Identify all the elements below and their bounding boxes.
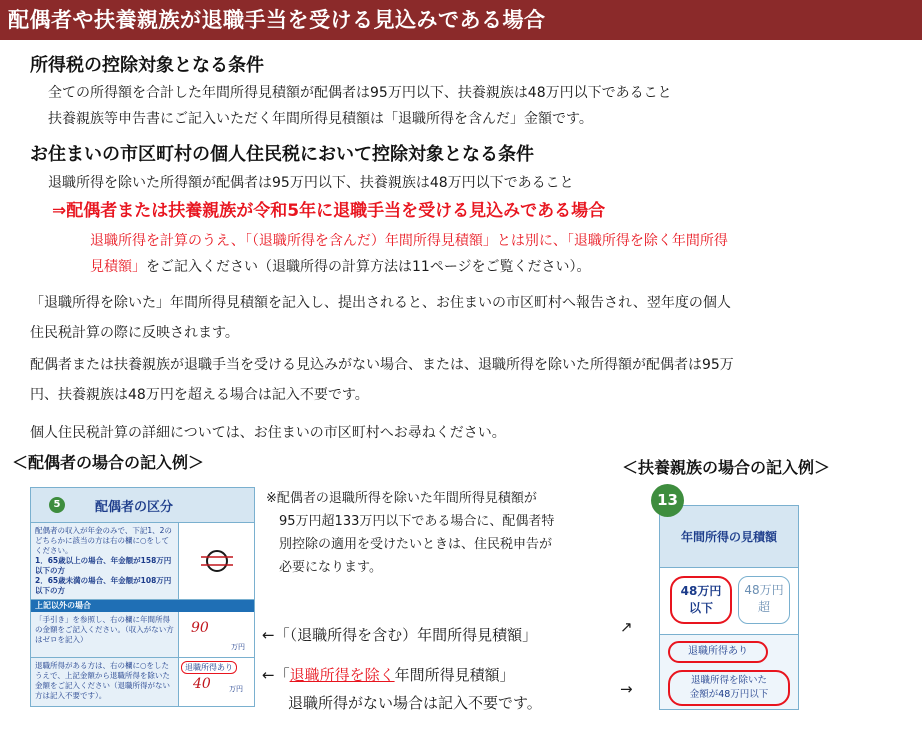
section2-line1: 退職所得を除いた所得額が配偶者は95万円以下、扶養親族は48万円以下であること bbox=[48, 175, 574, 191]
dependent-excl-l2: 金額が48万円以下 bbox=[689, 689, 769, 700]
dependent-option-above-l2: 超 bbox=[757, 600, 770, 614]
circle-mark-icon bbox=[199, 545, 235, 577]
spouse-note-line1: ※配偶者の退職所得を除いた年間所得見積額が bbox=[266, 491, 537, 506]
spouse-retire-cell: 退職所得がある方は、右の欄に○をしたうえで、上記金額から退職所得を除いた金額をご記入ください（退職所得がない方は記入不要です）。 bbox=[31, 658, 179, 706]
arrow-caption-1-right: ↗ bbox=[620, 618, 633, 636]
spouse-excl-unit: 万円 bbox=[229, 685, 243, 693]
spouse-pension-cell bbox=[31, 523, 179, 599]
dependent-retire-area bbox=[660, 634, 798, 709]
spouse-pension-item2: 2．65歳未満の場合、年金額が108万円以下の方 bbox=[35, 576, 172, 595]
section1-line1: 全ての所得額を合計した年間所得見積額が配偶者は95万円以下、扶養親族は48万円以下であること bbox=[48, 85, 672, 101]
arrow-caption-3: 退職所得がない場合は記入不要です。 bbox=[288, 694, 542, 712]
section2-red-line2a: 見積額」 bbox=[90, 259, 146, 275]
dependent-option-below bbox=[670, 576, 732, 624]
dependent-option-below-l1: 48万円 bbox=[680, 584, 722, 598]
dependent-example-heading: ＜扶養親族の場合の記入例＞ bbox=[622, 458, 831, 477]
spouse-note-line4: 必要になります。 bbox=[279, 560, 382, 575]
dependent-excl-l1: 退職所得を除いた bbox=[690, 675, 767, 686]
arrow-caption-1: ←「（退職所得を含む）年間所得見積額」 bbox=[262, 626, 538, 644]
spouse-pension-row bbox=[31, 523, 254, 600]
spouse-note-line3: 別控除の適用を受けたいときは、住民税申告が bbox=[279, 537, 553, 552]
arrow-caption-2 bbox=[262, 664, 515, 685]
arrow-caption-2-red: 退職所得を除く bbox=[289, 666, 395, 684]
spouse-excl-value: 40 bbox=[193, 676, 211, 692]
dependent-option-above-l1: 48万円 bbox=[744, 583, 784, 597]
spouse-pension-text: 配偶者の収入が年金のみで、下記1、2のどちらかに該当の方は右の欄に○をしてください。 bbox=[35, 526, 172, 555]
spouse-other-cell: 「手引き」を参照し、右の欄に年間所得の金額をご記入ください。（収入がない方はゼロを記入） bbox=[31, 612, 179, 657]
arrow-caption-2-pre: ←「 bbox=[262, 666, 290, 684]
dependent-form-title: 年間所得の見積額 bbox=[680, 530, 777, 544]
section2-red-line1: 退職所得を計算のうえ、「（退職所得を含んだ）年間所得見積額」とは別に、「退職所得を除く年間所得 bbox=[90, 233, 728, 249]
dependent-retire-tag: 退職所得あり bbox=[668, 641, 768, 663]
dependent-option-above bbox=[738, 576, 790, 624]
section2-red-line2 bbox=[90, 254, 591, 280]
arrow-caption-2-post: 年間所得見積額」 bbox=[394, 666, 515, 684]
dependent-form-header bbox=[660, 506, 798, 568]
dependent-options bbox=[664, 574, 795, 629]
spouse-income-row bbox=[31, 612, 254, 658]
paragraph-1-line2: 住民税計算の際に反映されます。 bbox=[30, 325, 239, 341]
page-banner: 配偶者や扶養親族が退職手当を受ける見込みである場合 bbox=[0, 0, 922, 40]
paragraph-1-line1: 「退職所得を除いた」年間所得見積額を記入し、提出されると、お住まいの市区町村へ報告され、翌年度の個人 bbox=[30, 295, 731, 311]
paragraph-2-line1: 配偶者または扶養親族が退職手当を受ける見込みがない場合、または、退職所得を除いた所得額が配偶者は95万 bbox=[30, 357, 734, 373]
spouse-other-band: 上記以外の場合 bbox=[31, 600, 254, 612]
dependent-form-badge: 13 bbox=[651, 484, 684, 517]
spouse-retire-row bbox=[31, 658, 254, 706]
section1-line2: 扶養親族等申告書にご記入いただく年間所得見積額は「退職所得を含んだ」金額です。 bbox=[48, 111, 593, 127]
spouse-form-title-bar bbox=[31, 488, 254, 523]
dependent-excl-box bbox=[668, 670, 790, 706]
arrow-caption-2-right: → bbox=[620, 680, 633, 698]
spouse-form-number: 5 bbox=[49, 497, 65, 513]
section2-highlight: ⇒配偶者または扶養親族が令和5年に退職手当を受ける見込みである場合 bbox=[52, 201, 606, 221]
section2-heading: お住まいの市区町村の個人住民税において控除対象となる条件 bbox=[30, 144, 534, 165]
spouse-pension-item1: 1．65歳以上の場合、年金額が158万円以下の方 bbox=[35, 556, 172, 575]
dependent-option-below-l2: 以下 bbox=[688, 601, 713, 615]
paragraph-2-line2: 円、扶養親族は48万円を超える場合は記入不要です。 bbox=[30, 387, 369, 403]
spouse-note bbox=[266, 487, 554, 579]
section1-heading: 所得税の控除対象となる条件 bbox=[30, 55, 264, 76]
spouse-income-value: 90 bbox=[191, 620, 209, 636]
paragraph-1 bbox=[30, 288, 900, 348]
spouse-note-line2: 95万円超133万円以下である場合に、配偶者特 bbox=[279, 514, 555, 529]
dependent-form bbox=[659, 505, 799, 710]
paragraph-3: 個人住民税計算の詳細については、お住まいの市区町村へお尋ねください。 bbox=[30, 425, 506, 441]
section2-red-line2b: をご記入ください（退職所得の計算方法は11ページをご覧ください）。 bbox=[146, 259, 591, 275]
spouse-income-unit: 万円 bbox=[231, 643, 245, 651]
spouse-form-title: 配偶者の区分 bbox=[95, 500, 174, 515]
paragraph-2 bbox=[30, 350, 900, 410]
spouse-form bbox=[30, 487, 255, 707]
spouse-retire-tag: 退職所得あり bbox=[181, 661, 237, 674]
spouse-example-heading: ＜配偶者の場合の記入例＞ bbox=[12, 453, 205, 472]
